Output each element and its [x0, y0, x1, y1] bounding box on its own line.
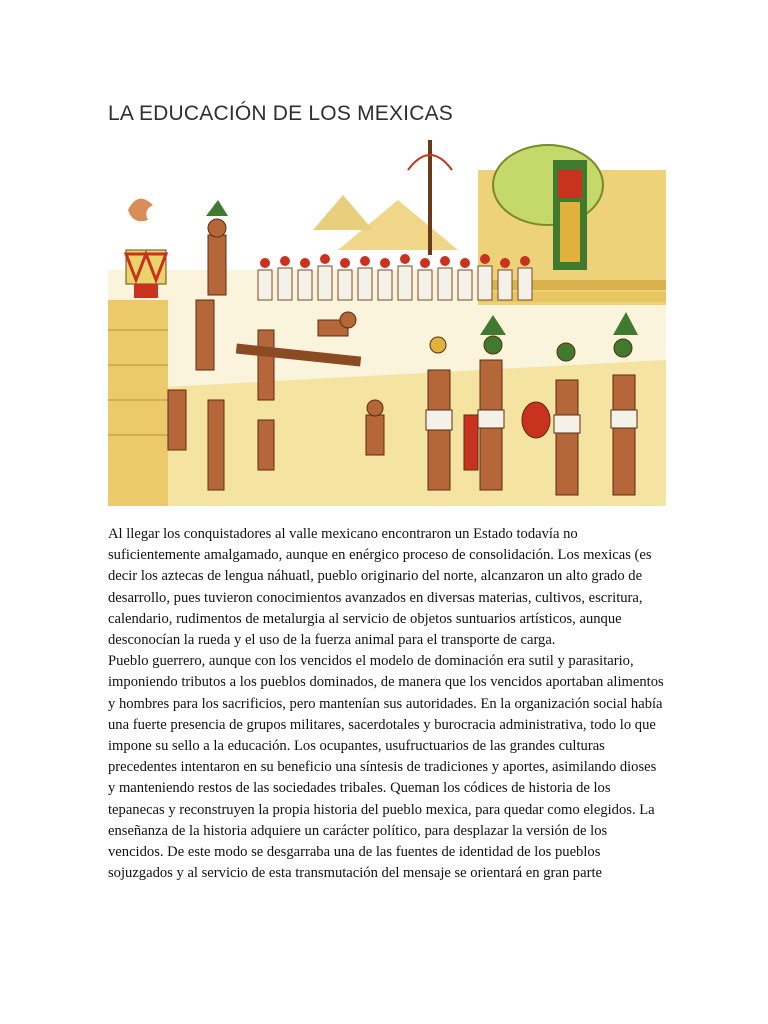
center-pyramid — [313, 140, 458, 255]
document-body — [108, 524, 664, 884]
paragraph-1: Al llegar los conquistadores al valle mexicano encontraron un Estado todavía no suficientemente amalgamado, aunque en enérgico proceso de consolidación. Los mexicas (es decir los aztecas de lengua náhuatl, pueblo originario del norte, alcanzaron un alto grado de desarrollo, pues tuvieron conocimientos avanzados en diversas materias, cultivos, escritura, calendario, rudimentos de metalurgia al servicio de objetos suntuarios artísticos, aunque desconocían la rueda y el uso de la fuerza animal para el transporte de carga. — [108, 526, 652, 649]
child-figure — [366, 400, 384, 455]
left-pyramid — [108, 300, 168, 506]
document-title: LA EDUCACIÓN DE LOS MEXICAS — [108, 102, 453, 125]
feather-emblem-icon — [128, 199, 153, 222]
mexica-festival-illustration — [108, 130, 666, 506]
paragraph-2: Pueblo guerrero, aunque con los vencidos el modelo de dominación era sutil y parasitario, imponiendo tributos a los pueblos dominados, de manera que los vencidos aportaban alimentos y hombres para los sacrificios, pero mantenían sus autoridades. En la organización social había una fuerte presencia de grupos militares, sacerdotales y burocracia administrativa, todo lo que impone su sello a la educación. Los ocupantes, usufructuarios de las grandes culturas precedentes intentaron en su beneficio una síntesis de tradiciones y aportes, asimilando dioses y manteniendo restos de las sociedades tribales. Queman los códices de historia de los tepanecas y reconstruyen la propia historia del pueblo mexica, para quedar como elegidos. La enseñanza de la historia adquiere un carácter político, para desplazar la versión de los vencidos. De este modo se desgarraba una de las fuentes de identidad de los pueblos sojuzgados y al servicio de esta transmutación del mensaje se orientará en gran parte — [108, 653, 664, 882]
